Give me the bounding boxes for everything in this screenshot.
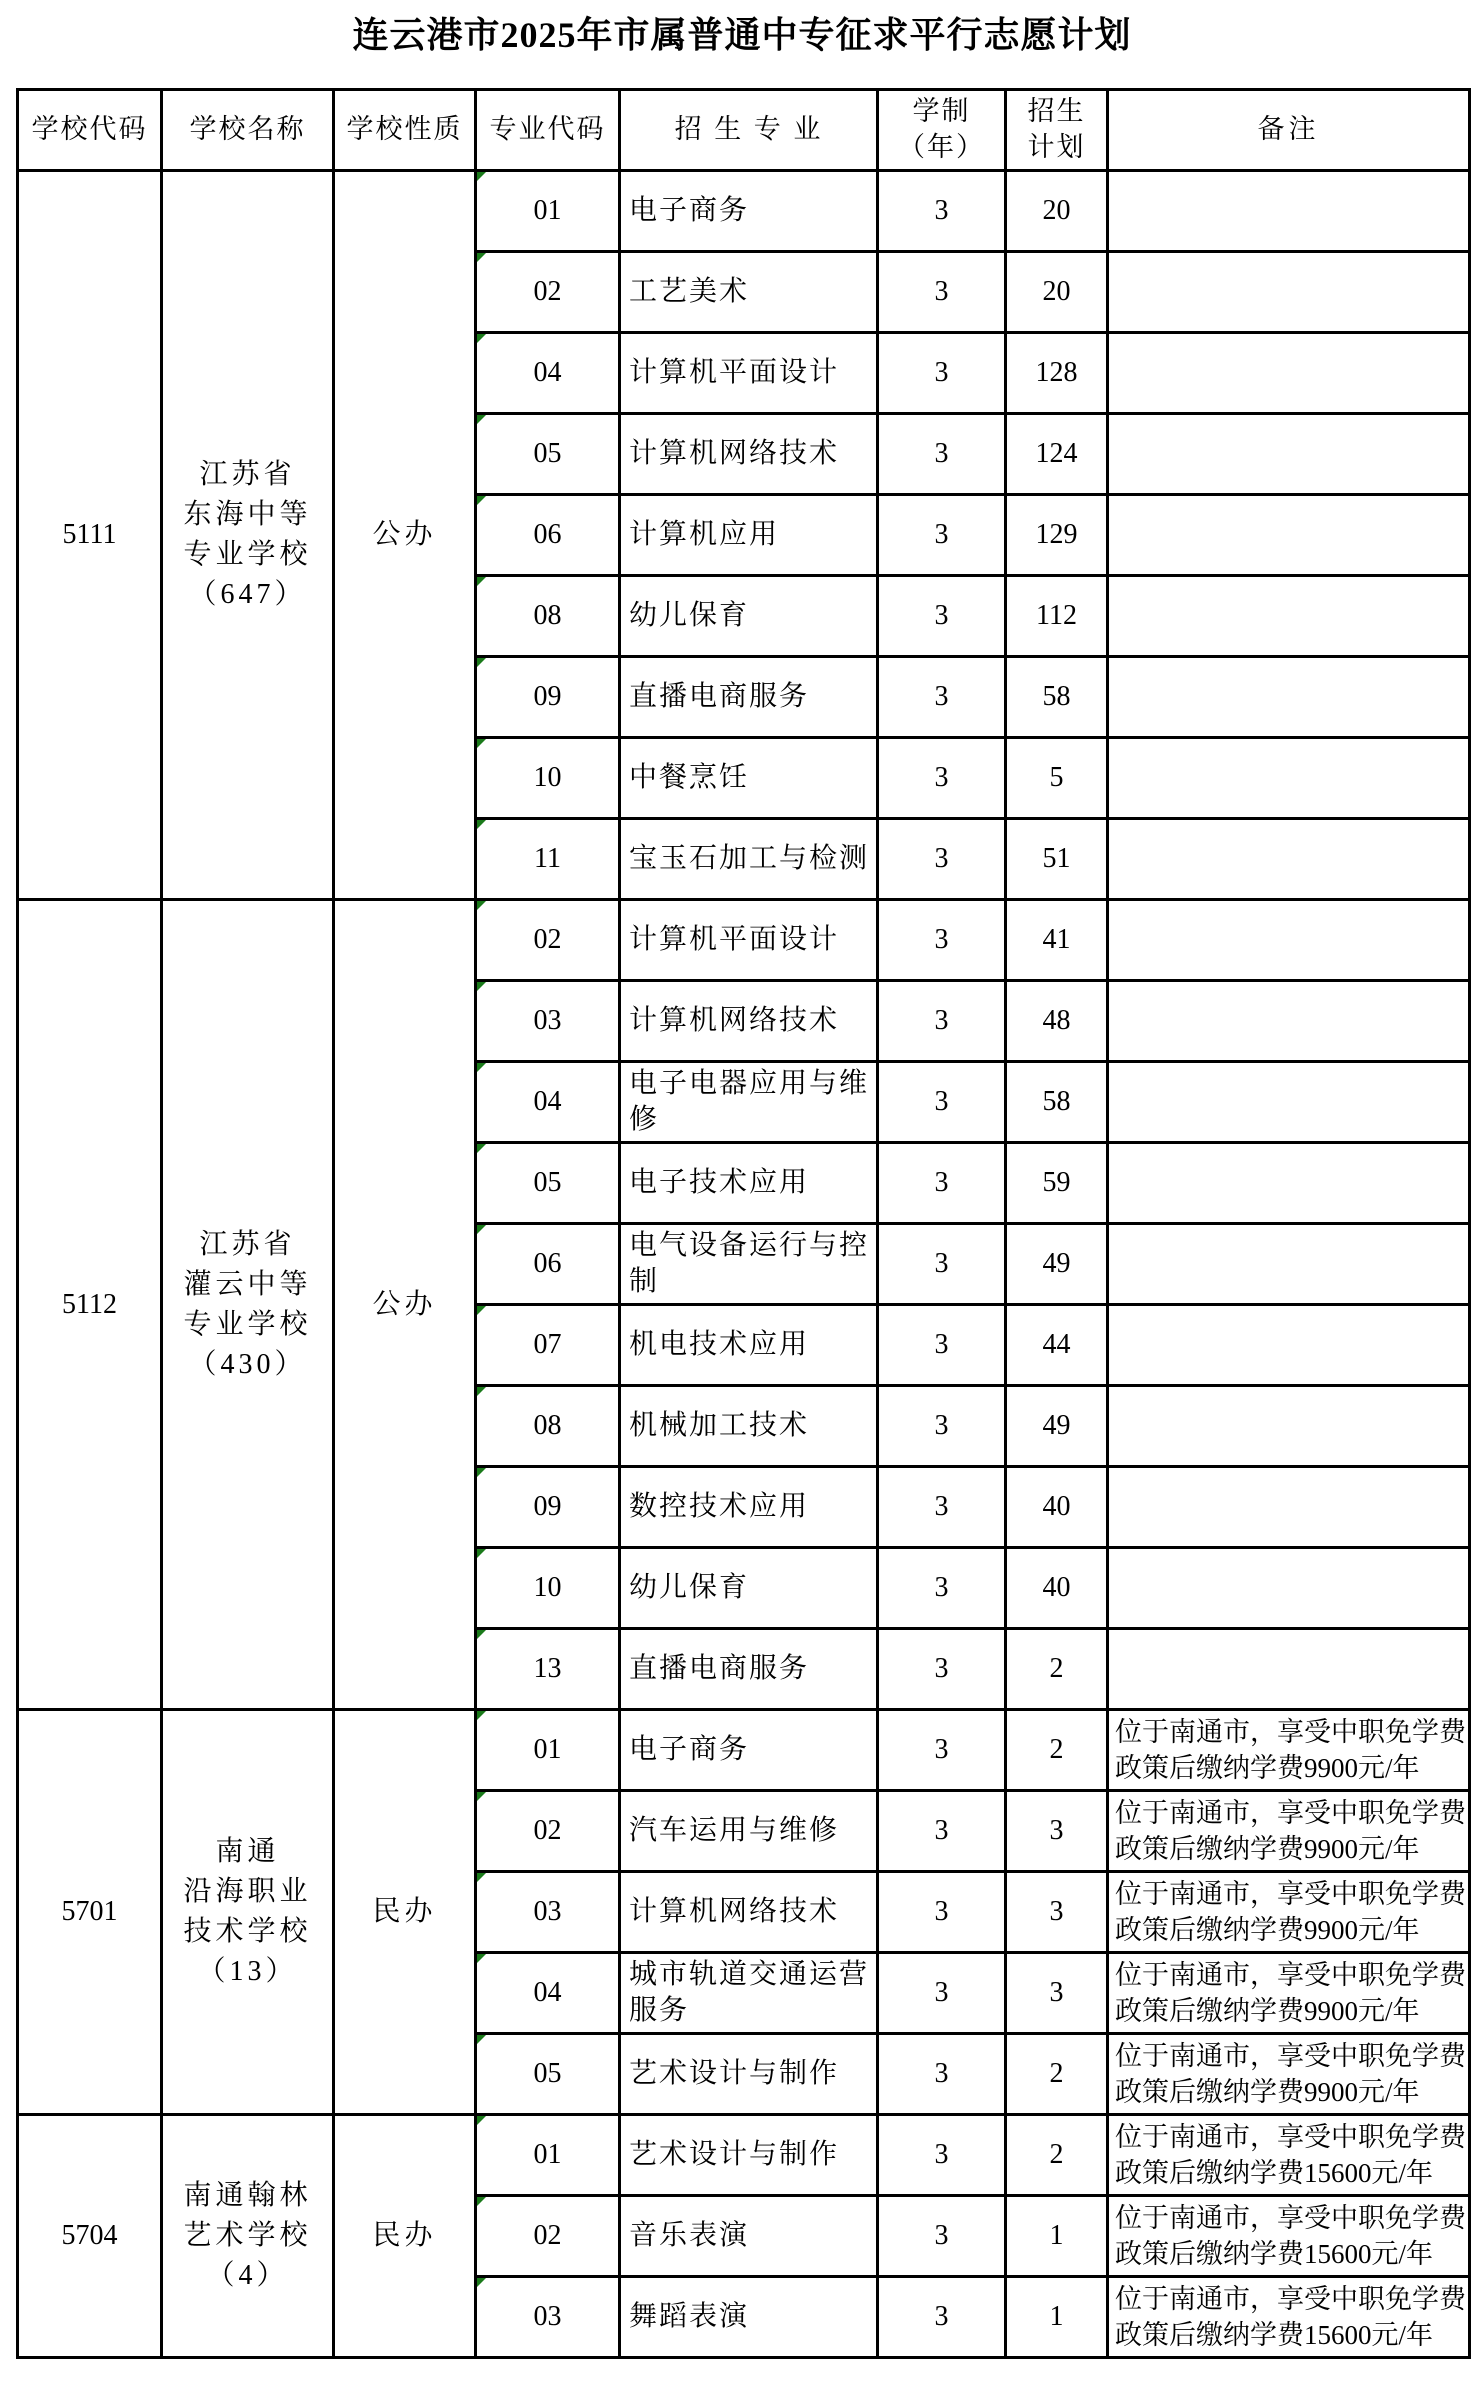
duration-cell: 3 — [878, 819, 1006, 900]
remark-cell: 位于南通市，享受中职免学费政策后缴纳学费9900元/年 — [1108, 1953, 1470, 2034]
duration-cell: 3 — [878, 1872, 1006, 1953]
remark-cell — [1108, 252, 1470, 333]
duration-cell: 3 — [878, 495, 1006, 576]
major-name-cell: 电气设备运行与控制 — [620, 1224, 878, 1305]
school-name-cell — [162, 2115, 334, 2358]
remark-cell — [1108, 1224, 1470, 1305]
plan-cell: 1 — [1006, 2196, 1108, 2277]
major-code-cell: 03 — [476, 981, 620, 1062]
page-title: 连云港市2025年市属普通中专征求平行志愿计划 — [352, 15, 1132, 55]
major-code-cell: 06 — [476, 495, 620, 576]
major-code-cell: 04 — [476, 1953, 620, 2034]
remark-cell — [1108, 576, 1470, 657]
major-name-cell: 计算机应用 — [620, 495, 878, 576]
plan-cell: 1 — [1006, 2277, 1108, 2358]
duration-cell: 3 — [878, 333, 1006, 414]
major-code-cell: 09 — [476, 657, 620, 738]
plan-cell: 2 — [1006, 1629, 1108, 1710]
remark-cell — [1108, 819, 1470, 900]
remark-cell — [1108, 1629, 1470, 1710]
plan-cell: 49 — [1006, 1224, 1108, 1305]
school-name-line: 南通翰林 — [183, 2180, 312, 2211]
remark-cell: 位于南通市，享受中职免学费政策后缴纳学费15600元/年 — [1108, 2115, 1470, 2196]
plan-cell: 3 — [1006, 1872, 1108, 1953]
duration-cell: 3 — [878, 1548, 1006, 1629]
major-name-cell: 工艺美术 — [620, 252, 878, 333]
duration-cell: 3 — [878, 2115, 1006, 2196]
school-name-line: 江苏省 — [199, 459, 296, 490]
remark-cell: 位于南通市，享受中职免学费政策后缴纳学费15600元/年 — [1108, 2277, 1470, 2358]
table-row — [18, 171, 1470, 252]
remark-cell: 位于南通市，享受中职免学费政策后缴纳学费9900元/年 — [1108, 2034, 1470, 2115]
major-name-cell: 直播电商服务 — [620, 657, 878, 738]
major-code-cell: 01 — [476, 171, 620, 252]
duration-cell: 3 — [878, 1710, 1006, 1791]
major-code-cell: 01 — [476, 1710, 620, 1791]
major-name-cell: 机电技术应用 — [620, 1305, 878, 1386]
plan-cell: 41 — [1006, 900, 1108, 981]
remark-cell — [1108, 333, 1470, 414]
remark-cell — [1108, 1143, 1470, 1224]
major-name-cell: 计算机网络技术 — [620, 1872, 878, 1953]
major-name-cell: 舞蹈表演 — [620, 2277, 878, 2358]
school-name-cell — [162, 900, 334, 1710]
header-duration-line2: （年） — [898, 132, 985, 163]
enrollment-plan-table — [16, 88, 1471, 2359]
plan-cell: 128 — [1006, 333, 1108, 414]
school-name-line: 灌云中等 — [183, 1268, 312, 1300]
school-name-line: 东海中等 — [183, 499, 312, 530]
header-school-type: 学校性质 — [334, 90, 476, 171]
duration-cell: 3 — [878, 576, 1006, 657]
school-name-line: （430） — [188, 1348, 307, 1380]
duration-cell: 3 — [878, 1791, 1006, 1872]
plan-cell: 44 — [1006, 1305, 1108, 1386]
major-code-cell: 05 — [476, 2034, 620, 2115]
major-name-cell: 汽车运用与维修 — [620, 1791, 878, 1872]
plan-cell: 40 — [1006, 1548, 1108, 1629]
major-name-cell: 电子商务 — [620, 171, 878, 252]
school-code-cell: 5704 — [18, 2115, 162, 2358]
major-name-cell: 艺术设计与制作 — [620, 2034, 878, 2115]
plan-cell: 49 — [1006, 1386, 1108, 1467]
duration-cell: 3 — [878, 2034, 1006, 2115]
major-code-cell: 02 — [476, 1791, 620, 1872]
plan-cell: 112 — [1006, 576, 1108, 657]
plan-cell: 20 — [1006, 171, 1108, 252]
remark-cell — [1108, 900, 1470, 981]
plan-cell: 59 — [1006, 1143, 1108, 1224]
major-name-cell: 幼儿保育 — [620, 576, 878, 657]
duration-cell: 3 — [878, 1953, 1006, 2034]
header-remark: 备注 — [1108, 90, 1470, 171]
remark-cell — [1108, 738, 1470, 819]
header-plan — [1006, 90, 1108, 171]
duration-cell: 3 — [878, 1467, 1006, 1548]
plan-cell: 124 — [1006, 414, 1108, 495]
major-name-cell: 电子电器应用与维修 — [620, 1062, 878, 1143]
major-name-cell: 音乐表演 — [620, 2196, 878, 2277]
header-row — [18, 90, 1470, 171]
major-code-cell: 10 — [476, 738, 620, 819]
school-type-cell: 民办 — [334, 1710, 476, 2115]
major-name-cell: 宝玉石加工与检测 — [620, 819, 878, 900]
major-name-cell: 数控技术应用 — [620, 1467, 878, 1548]
plan-cell: 20 — [1006, 252, 1108, 333]
major-code-cell: 02 — [476, 2196, 620, 2277]
major-code-cell: 13 — [476, 1629, 620, 1710]
major-code-cell: 08 — [476, 1386, 620, 1467]
header-duration — [878, 90, 1006, 171]
major-name-cell: 计算机网络技术 — [620, 981, 878, 1062]
plan-cell: 51 — [1006, 819, 1108, 900]
plan-cell: 129 — [1006, 495, 1108, 576]
school-name-line: （647） — [188, 579, 307, 610]
school-code-cell: 5111 — [18, 171, 162, 900]
major-name-cell: 电子商务 — [620, 1710, 878, 1791]
remark-cell — [1108, 1548, 1470, 1629]
school-name-cell — [162, 1710, 334, 2115]
duration-cell: 3 — [878, 1629, 1006, 1710]
school-type-cell: 公办 — [334, 900, 476, 1710]
remark-cell — [1108, 1305, 1470, 1386]
major-code-cell: 04 — [476, 1062, 620, 1143]
plan-cell: 58 — [1006, 1062, 1108, 1143]
school-name-line: 沿海职业 — [183, 1876, 312, 1907]
plan-cell: 48 — [1006, 981, 1108, 1062]
school-name-line: 专业学校 — [183, 539, 312, 570]
remark-cell — [1108, 657, 1470, 738]
major-name-cell: 计算机平面设计 — [620, 900, 878, 981]
major-name-cell: 机械加工技术 — [620, 1386, 878, 1467]
header-school-code: 学校代码 — [18, 90, 162, 171]
major-code-cell: 09 — [476, 1467, 620, 1548]
major-name-cell: 艺术设计与制作 — [620, 2115, 878, 2196]
header-plan-line2: 计划 — [1027, 132, 1086, 163]
plan-cell: 2 — [1006, 2115, 1108, 2196]
duration-cell: 3 — [878, 2277, 1006, 2358]
duration-cell: 3 — [878, 1386, 1006, 1467]
major-code-cell: 04 — [476, 333, 620, 414]
table-row — [18, 2115, 1470, 2196]
major-name-cell: 幼儿保育 — [620, 1548, 878, 1629]
duration-cell: 3 — [878, 900, 1006, 981]
remark-cell: 位于南通市，享受中职免学费政策后缴纳学费9900元/年 — [1108, 1872, 1470, 1953]
school-name-line: 艺术学校 — [183, 2220, 312, 2251]
duration-cell: 3 — [878, 738, 1006, 819]
remark-cell — [1108, 414, 1470, 495]
major-name-cell: 电子技术应用 — [620, 1143, 878, 1224]
plan-cell: 2 — [1006, 1710, 1108, 1791]
major-name-cell: 直播电商服务 — [620, 1629, 878, 1710]
major-code-cell: 05 — [476, 414, 620, 495]
major-code-cell: 11 — [476, 819, 620, 900]
duration-cell: 3 — [878, 1143, 1006, 1224]
duration-cell: 3 — [878, 171, 1006, 252]
duration-cell: 3 — [878, 1062, 1006, 1143]
duration-cell: 3 — [878, 2196, 1006, 2277]
major-code-cell: 03 — [476, 2277, 620, 2358]
remark-cell: 位于南通市，享受中职免学费政策后缴纳学费9900元/年 — [1108, 1791, 1470, 1872]
table-row — [18, 1710, 1470, 1791]
remark-cell — [1108, 1386, 1470, 1467]
school-name-line: 江苏省 — [199, 1228, 296, 1260]
remark-cell — [1108, 1062, 1470, 1143]
plan-cell: 2 — [1006, 2034, 1108, 2115]
major-code-cell: 08 — [476, 576, 620, 657]
major-code-cell: 01 — [476, 2115, 620, 2196]
school-name-line: 专业学校 — [183, 1308, 312, 1340]
duration-cell: 3 — [878, 1224, 1006, 1305]
duration-cell: 3 — [878, 414, 1006, 495]
major-code-cell: 02 — [476, 900, 620, 981]
major-name-cell: 城市轨道交通运营服务 — [620, 1953, 878, 2034]
school-name-cell — [162, 171, 334, 900]
header-duration-line1: 学制 — [912, 96, 971, 127]
major-code-cell: 06 — [476, 1224, 620, 1305]
header-plan-line1: 招生 — [1027, 96, 1086, 127]
plan-cell: 3 — [1006, 1791, 1108, 1872]
remark-cell — [1108, 1467, 1470, 1548]
major-code-cell: 10 — [476, 1548, 620, 1629]
remark-cell: 位于南通市，享受中职免学费政策后缴纳学费9900元/年 — [1108, 1710, 1470, 1791]
major-code-cell: 02 — [476, 252, 620, 333]
duration-cell: 3 — [878, 252, 1006, 333]
major-name-cell: 中餐烹饪 — [620, 738, 878, 819]
header-major-name: 招 生 专 业 — [620, 90, 878, 171]
remark-cell: 位于南通市，享受中职免学费政策后缴纳学费15600元/年 — [1108, 2196, 1470, 2277]
major-code-cell: 07 — [476, 1305, 620, 1386]
school-code-cell: 5112 — [18, 900, 162, 1710]
major-code-cell: 03 — [476, 1872, 620, 1953]
duration-cell: 3 — [878, 657, 1006, 738]
school-name-line: （13） — [197, 1956, 298, 1987]
plan-cell: 3 — [1006, 1953, 1108, 2034]
school-name-line: （4） — [206, 2260, 289, 2291]
header-school-name: 学校名称 — [162, 90, 334, 171]
school-name-line: 技术学校 — [183, 1916, 312, 1947]
remark-cell — [1108, 171, 1470, 252]
major-code-cell: 05 — [476, 1143, 620, 1224]
header-major-code: 专业代码 — [476, 90, 620, 171]
plan-cell: 58 — [1006, 657, 1108, 738]
duration-cell: 3 — [878, 1305, 1006, 1386]
school-name-line: 南通 — [215, 1836, 280, 1867]
plan-cell: 5 — [1006, 738, 1108, 819]
duration-cell: 3 — [878, 981, 1006, 1062]
major-name-cell: 计算机网络技术 — [620, 414, 878, 495]
school-type-cell: 公办 — [334, 171, 476, 900]
plan-cell: 40 — [1006, 1467, 1108, 1548]
school-type-cell: 民办 — [334, 2115, 476, 2358]
remark-cell — [1108, 495, 1470, 576]
table-row — [18, 900, 1470, 981]
school-code-cell: 5701 — [18, 1710, 162, 2115]
major-name-cell: 计算机平面设计 — [620, 333, 878, 414]
remark-cell — [1108, 981, 1470, 1062]
